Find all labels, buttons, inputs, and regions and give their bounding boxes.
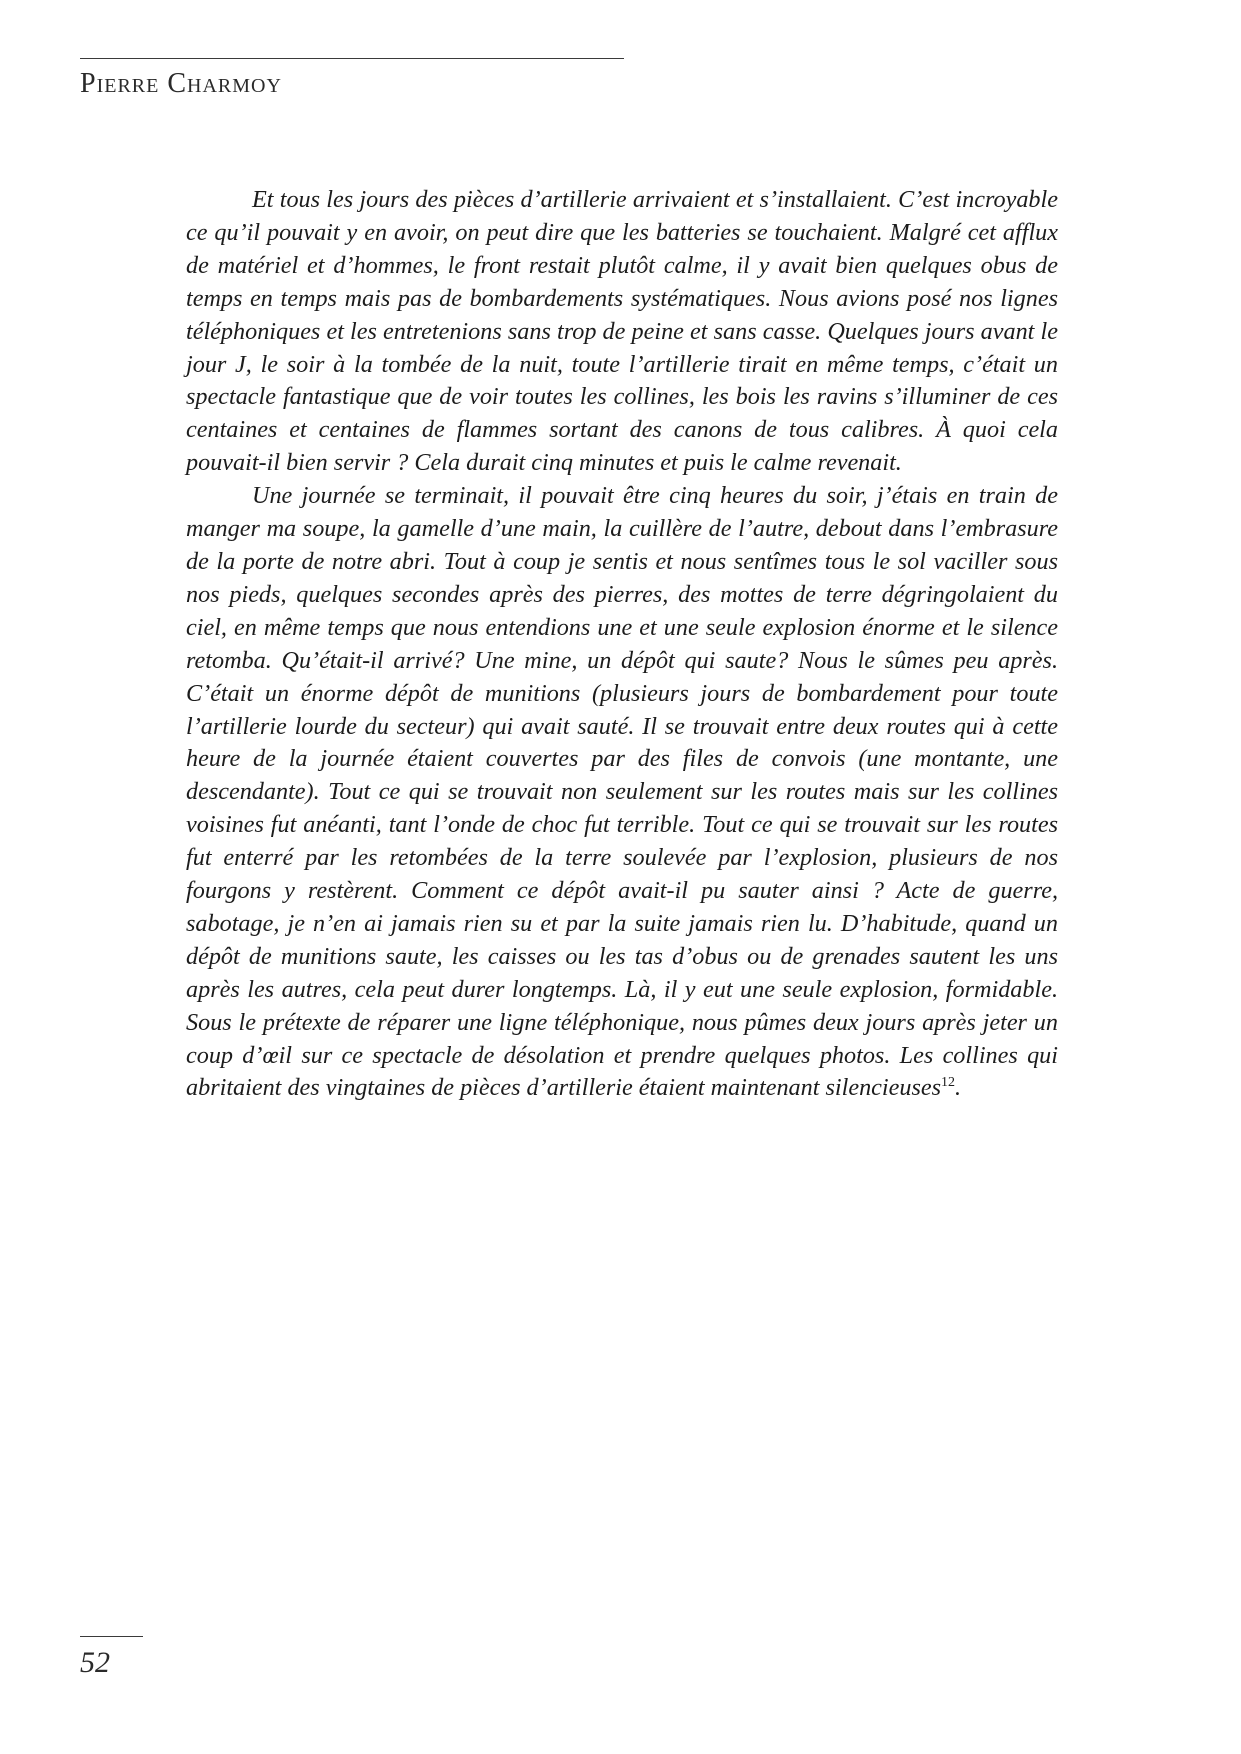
footer-rule	[80, 1636, 143, 1637]
header-rule	[80, 58, 624, 59]
page-number: 52	[80, 1646, 110, 1679]
paragraph-end-punctuation: .	[955, 1074, 962, 1102]
body-text	[186, 184, 1058, 1105]
paragraph-text: Une journée se terminait, il pouvait être cinq heures du soir, j’étais en train de manger ma soupe, la gamelle d’une main, la cuillère de l’autre, debout dans l’embrasure de la porte de notre abri. Tout à coup je sentis et nous sentîmes tous le sol vaciller sous nos pieds, quelques secondes après des pierres, des mottes de terre dégringolaient du ciel, en même temps que nous entendions une et une seule explosion énorme et le silence retomba. Qu’était-il arrivé? Une mine, un dépôt qui saute? Nous le sûmes peu après. C’était un énorme dépôt de munitions (plusieurs jours de bombardement pour toute l’artillerie lourde du secteur) qui avait sauté. Il se trouvait entre deux routes qui à cette heure de la journée étaient couvertes par des files de convois (une montante, une descendante). Tout ce qui se trouvait non seulement sur les routes mais sur les collines voisines fut anéanti, tant l’onde de choc fut terrible. Tout ce qui se trouvait sur les routes fut enterré par les retombées de la terre soulevée par l’explosion, plusieurs de nos fourgons y restèrent. Comment ce dépôt avait-il pu sauter ainsi ? Acte de guerre, sabotage, je n’en ai jamais rien su et par la suite jamais rien lu. D’habitude, quand un dépôt de munitions saute, les caisses ou les tas d’obus ou de grenades sautent les uns après les autres, cela peut durer longtemps. Là, il y eut une seule explosion, formidable. Sous le prétexte de réparer une ligne téléphonique, nous pûmes deux jours après jeter un coup d’œil sur ce spectacle de désolation et prendre quelques photos. Les collines qui abritaient des vingtaines de pièces d’artillerie étaient maintenant silencieuses	[186, 482, 1058, 1102]
paragraph: Et tous les jours des pièces d’artillerie arrivaient et s’installaient. C’est incroyable ce qu’il pouvait y en avoir, on peut dire que les batteries se touchaient. Malgré cet afflux de matériel et d’hommes, le front restait plutôt calme, il y avait bien quelques obus de temps en temps mais pas de bombardements systématiques. Nous avions posé nos lignes téléphoniques et les entretenions sans trop de peine et sans casse. Quelques jours avant le jour J, le soir à la tombée de la nuit, toute l’artillerie tirait en même temps, c’était un spectacle fantastique que de voir toutes les collines, les bois les ravins s’illuminer de ces centaines et centaines de flammes sortant des canons de tous calibres. À quoi cela pouvait-il bien servir ? Cela durait cinq minutes et puis le calme revenait.	[186, 186, 1058, 477]
paragraph	[186, 480, 1058, 1105]
running-header: Pierre Charmoy	[80, 68, 282, 99]
footnote-marker[interactable]: 12	[941, 1075, 956, 1091]
